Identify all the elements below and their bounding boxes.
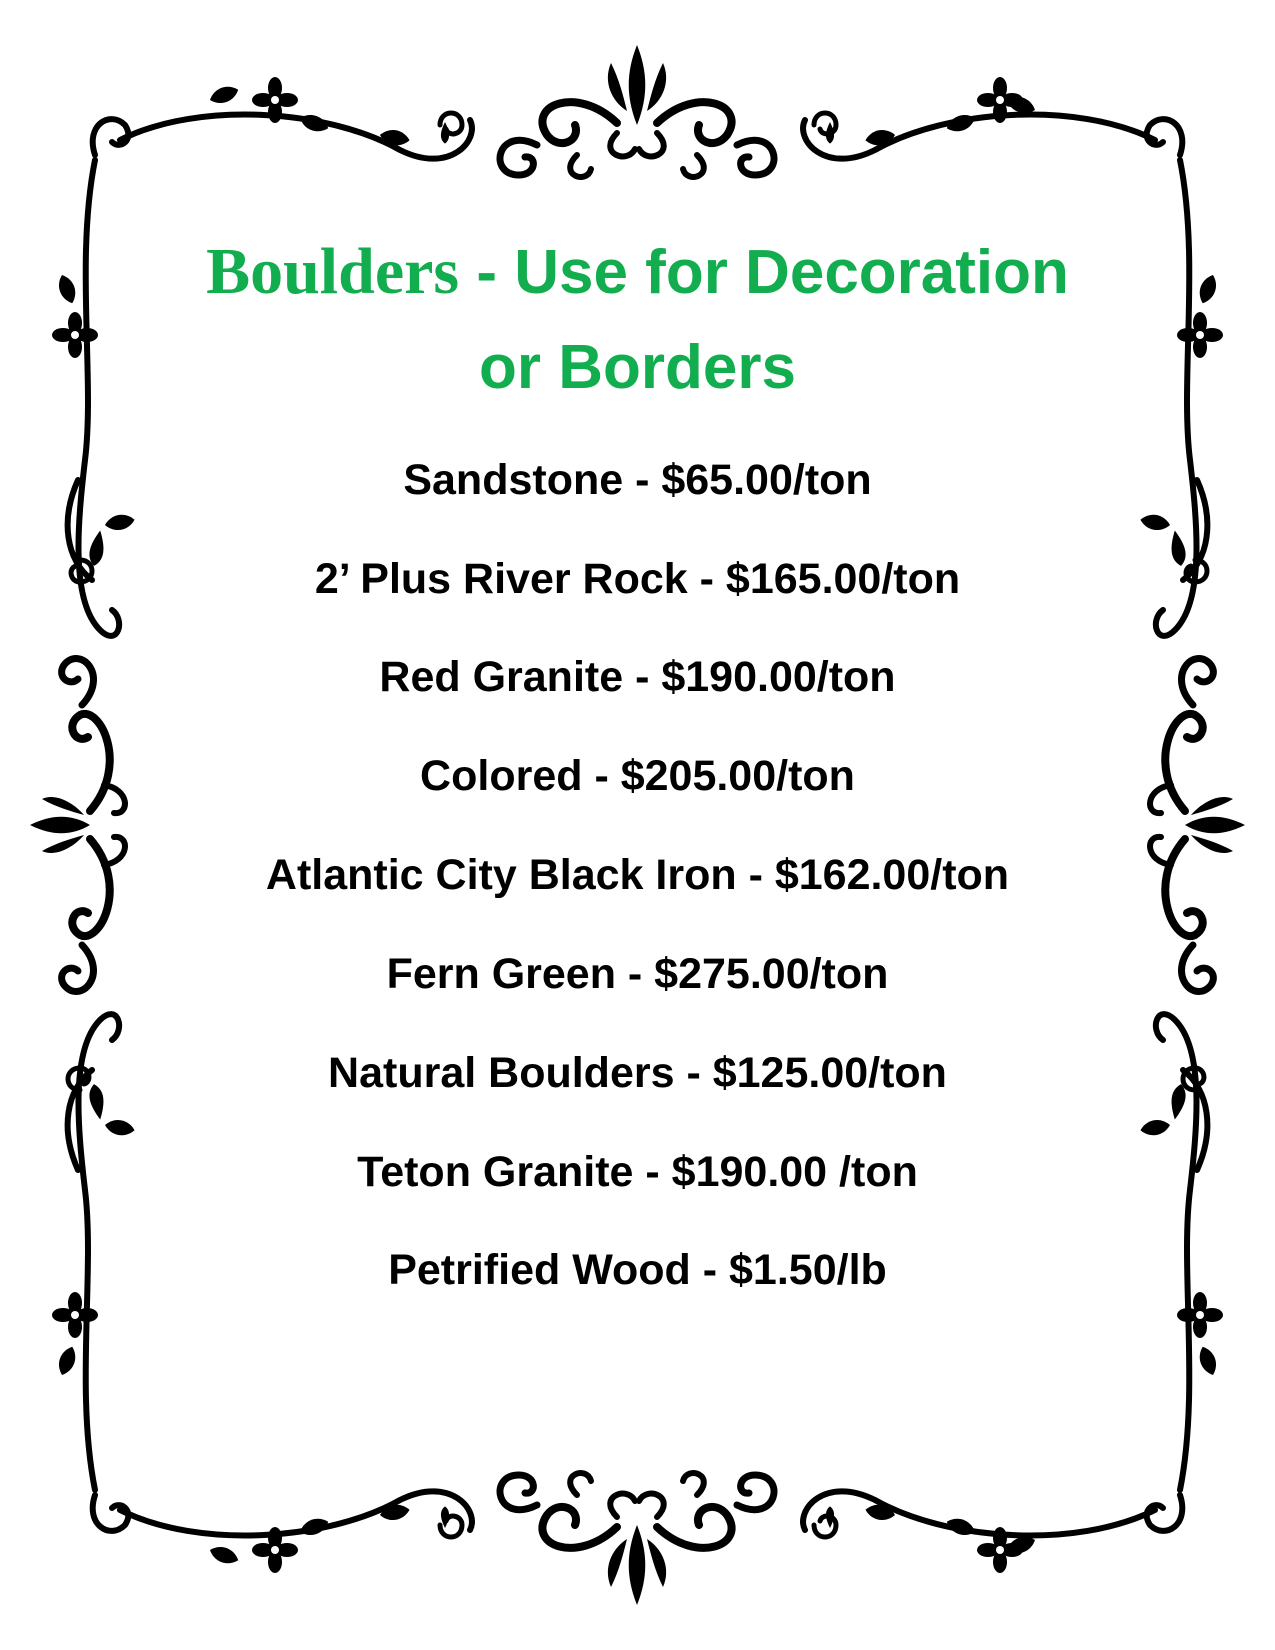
price-item-river-rock: 2’ Plus River Rock - $165.00/ton: [314, 555, 961, 603]
title-line-1-rest: - Use for Decoration: [459, 238, 1069, 307]
price-item-red-granite: Red Granite - $190.00/ton: [379, 653, 896, 701]
price-item-petrified-wood: Petrified Wood - $1.50/lb: [388, 1246, 887, 1294]
title-word-boulders: Boulders: [206, 235, 460, 308]
page-title-line-1: [0, 237, 1275, 308]
price-item-teton-granite: Teton Granite - $190.00 /ton: [357, 1148, 918, 1196]
page-title-line-2: or Borders: [479, 333, 796, 402]
price-item-natural-boulders: Natural Boulders - $125.00/ton: [328, 1049, 947, 1097]
price-item-sandstone: Sandstone - $65.00/ton: [403, 456, 872, 504]
price-item-black-iron: Atlantic City Black Iron - $162.00/ton: [265, 851, 1010, 899]
price-item-fern-green: Fern Green - $275.00/ton: [386, 950, 889, 998]
price-item-colored: Colored - $205.00/ton: [420, 752, 855, 800]
